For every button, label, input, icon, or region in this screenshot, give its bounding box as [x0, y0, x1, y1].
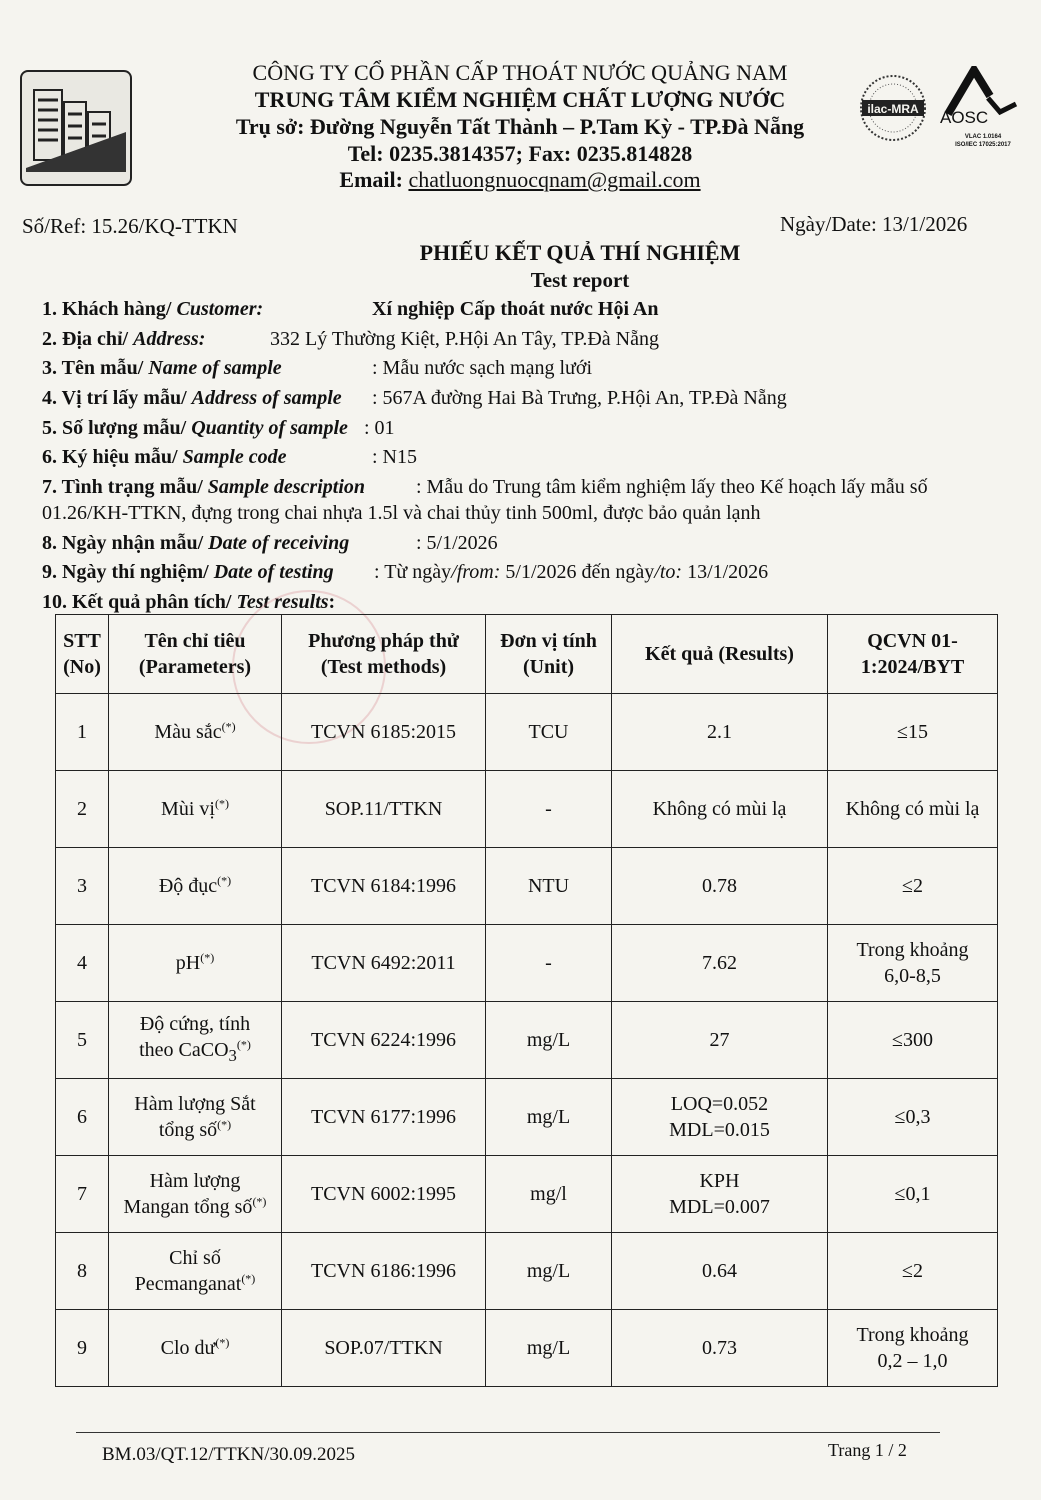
cell-no: 1	[56, 694, 109, 771]
table-row	[56, 1079, 998, 1156]
ilac-mra-logo	[856, 70, 930, 150]
cell-no: 8	[56, 1233, 109, 1310]
cell-result: 2.1	[612, 694, 828, 771]
report-title: PHIẾU KẾT QUẢ THÍ NGHIỆM	[419, 240, 741, 265]
cell-no: 6	[56, 1079, 109, 1156]
cell-standard: Trong khoảng 6,0-8,5	[828, 925, 998, 1002]
field-sample-description: 7. Tình trạng mẫu/ Sample description : Mẫu do Trung tâm kiểm nghiệm lấy theo Kế hoạch lấy mẫu số	[42, 476, 928, 498]
cell-parameter: Độ đục(*)	[109, 848, 282, 925]
building-logo-icon	[22, 72, 130, 184]
sample-address-value: : 567A đường Hai Bà Trưng, P.Hội An, TP.Đà Nẵng	[372, 387, 787, 409]
footer-divider	[76, 1432, 940, 1433]
center-email	[140, 167, 900, 193]
quantity-value: : 01	[364, 417, 395, 439]
aosc-iso-standard: ISO/IEC 17025:2017	[955, 142, 1011, 148]
cell-parameter: Mùi vị(*)	[109, 771, 282, 848]
cell-parameter: pH(*)	[109, 925, 282, 1002]
cell-standard: ≤300	[828, 1002, 998, 1079]
cell-parameter: Clo dư(*)	[109, 1310, 282, 1387]
cell-parameter: Chỉ số Pecmanganat(*)	[109, 1233, 282, 1310]
center-phone: Tel: 0235.3814357; Fax: 0235.814828	[347, 141, 693, 166]
field-address: 2. Địa chỉ/ Address: 332 Lý Thường Kiệt, P.Hội An Tây, TP.Đà Nẵng	[42, 328, 660, 350]
cell-method: TCVN 6185:2015	[282, 694, 486, 771]
cell-standard: ≤2	[828, 848, 998, 925]
cell-unit: mg/L	[486, 1002, 612, 1079]
cell-method: SOP.11/TTKN	[282, 771, 486, 848]
email-label: Email:	[339, 167, 409, 192]
cell-unit: mg/L	[486, 1079, 612, 1156]
cell-no: 4	[56, 925, 109, 1002]
cell-standard: ≤2	[828, 1233, 998, 1310]
cell-result: 0.78	[612, 848, 828, 925]
cell-unit: -	[486, 771, 612, 848]
results-table	[55, 614, 998, 1387]
cell-standard: ≤15	[828, 694, 998, 771]
cell-no: 5	[56, 1002, 109, 1079]
table-row	[56, 1156, 998, 1233]
date-received-value: : 5/1/2026	[416, 532, 498, 554]
cell-method: TCVN 6492:2011	[282, 925, 486, 1002]
table-row	[56, 1310, 998, 1387]
cell-method: TCVN 6177:1996	[282, 1079, 486, 1156]
cell-unit: -	[486, 925, 612, 1002]
cell-unit: mg/L	[486, 1310, 612, 1387]
cell-unit: mg/l	[486, 1156, 612, 1233]
cell-standard: Trong khoảng 0,2 – 1,0	[828, 1310, 998, 1387]
cell-method: TCVN 6186:1996	[282, 1233, 486, 1310]
cell-parameter: Hàm lượng Mangan tổng số(*)	[109, 1156, 282, 1233]
address-value: 332 Lý Thường Kiệt, P.Hội An Tây, TP.Đà Nẵng	[270, 328, 660, 350]
cell-standard: Không có mùi lạ	[828, 771, 998, 848]
center-name: TRUNG TÂM KIỂM NGHIỆM CHẤT LƯỢNG NƯỚC	[254, 87, 786, 112]
table-row	[56, 694, 998, 771]
company-name: CÔNG TY CỔ PHẦN CẤP THOÁT NƯỚC QUẢNG NAM	[252, 60, 788, 85]
cell-method: TCVN 6184:1996	[282, 848, 486, 925]
header-test-methods: Phương pháp thử (Test methods)	[282, 615, 486, 694]
aosc-name: AOSC	[940, 108, 989, 127]
form-code: BM.03/QT.12/TTKN/30.09.2025	[102, 1444, 355, 1465]
report-subtitle: Test report	[530, 268, 630, 292]
field-customer: 1. Khách hàng/ Customer: Xí nghiệp Cấp thoát nước Hội An	[42, 298, 659, 320]
email-address: chatluongnuocqnam@gmail.com	[408, 167, 701, 192]
cell-unit: TCU	[486, 694, 612, 771]
header-standard: QCVN 01- 1:2024/BYT	[828, 615, 998, 694]
cell-method: SOP.07/TTKN	[282, 1310, 486, 1387]
table-row	[56, 925, 998, 1002]
report-date: Ngày/Date: 13/1/2026	[780, 212, 968, 236]
field-test-results: 10. Kết quả phân tích/ Test results:	[42, 591, 336, 613]
cell-result: 0.73	[612, 1310, 828, 1387]
company-logo	[20, 70, 132, 186]
cell-result: 0.64	[612, 1233, 828, 1310]
header-no: STT (No)	[56, 615, 109, 694]
cell-no: 7	[56, 1156, 109, 1233]
cell-result: 7.62	[612, 925, 828, 1002]
date-testing-value: : Từ ngày/from: 5/1/2026 đến ngày/to: 13/1/2026	[374, 561, 769, 583]
sample-code-value: : N15	[372, 446, 417, 468]
page-number: Trang 1 / 2	[828, 1440, 907, 1460]
customer-value: Xí nghiệp Cấp thoát nước Hội An	[372, 298, 659, 320]
cell-method: TCVN 6002:1995	[282, 1156, 486, 1233]
cell-result: Không có mùi lạ	[612, 771, 828, 848]
cell-result: KPH MDL=0.007	[612, 1156, 828, 1233]
table-row	[56, 1233, 998, 1310]
header-parameters: Tên chỉ tiêu (Parameters)	[109, 615, 282, 694]
svg-text:ilac-MRA: ilac-MRA	[867, 102, 919, 116]
header-results: Kết quả (Results)	[612, 615, 828, 694]
cell-method: TCVN 6224:1996	[282, 1002, 486, 1079]
cell-result: LOQ=0.052 MDL=0.015	[612, 1079, 828, 1156]
aosc-accreditation	[948, 133, 1018, 149]
sample-name-value: : Mẫu nước sạch mạng lưới	[372, 357, 593, 379]
table-row	[56, 771, 998, 848]
cell-no: 9	[56, 1310, 109, 1387]
field-sample-name: 3. Tên mẫu/ Name of sample : Mẫu nước sạch mạng lưới	[42, 357, 593, 379]
sample-description-value: : Mẫu do Trung tâm kiểm nghiệm lấy theo Kế hoạch lấy mẫu số	[416, 476, 928, 498]
field-date-received: 8. Ngày nhận mẫu/ Date of receiving : 5/1/2026	[42, 532, 498, 554]
field-sample-code: 6. Ký hiệu mẫu/ Sample code : N15	[42, 446, 417, 468]
cell-result: 27	[612, 1002, 828, 1079]
cell-parameter: Màu sắc(*)	[109, 694, 282, 771]
ilac-mra-icon	[856, 70, 930, 150]
field-date-testing: 9. Ngày thí nghiệm/ Date of testing : Từ ngày/from: 5/1/2026 đến ngày/to: 13/1/2026	[42, 561, 769, 583]
center-address: Trụ sở: Đường Nguyễn Tất Thành – P.Tam Kỳ - TP.Đà Nẵng	[235, 114, 805, 139]
cell-parameter: Độ cứng, tính theo CaCO$_3$(*)	[109, 1002, 282, 1079]
cell-no: 3	[56, 848, 109, 925]
field-quantity: 5. Số lượng mẫu/ Quantity of sample : 01	[42, 417, 395, 439]
cell-standard: ≤0,1	[828, 1156, 998, 1233]
cell-unit: NTU	[486, 848, 612, 925]
field-sample-address: 4. Vị trí lấy mẫu/ Address of sample : 567A đường Hai Bà Trưng, P.Hội An, TP.Đà Nẵng	[42, 387, 787, 409]
cell-no: 2	[56, 771, 109, 848]
table-header-row	[56, 615, 998, 694]
header-unit: Đơn vị tính (Unit)	[486, 615, 612, 694]
cell-standard: ≤0,3	[828, 1079, 998, 1156]
aosc-vlac-code: VLAC 1.0164	[964, 134, 1002, 140]
cell-unit: mg/L	[486, 1233, 612, 1310]
cell-parameter: Hàm lượng Sắt tổng số(*)	[109, 1079, 282, 1156]
reference-number: Số/Ref: 15.26/KQ-TTKN	[22, 214, 238, 238]
table-row	[56, 848, 998, 925]
table-row	[56, 1002, 998, 1079]
sample-description-continued: 01.26/KH-TTKN, đựng trong chai nhựa 1.5l và chai thủy tinh 500ml, được bảo quản lạnh	[42, 502, 761, 524]
